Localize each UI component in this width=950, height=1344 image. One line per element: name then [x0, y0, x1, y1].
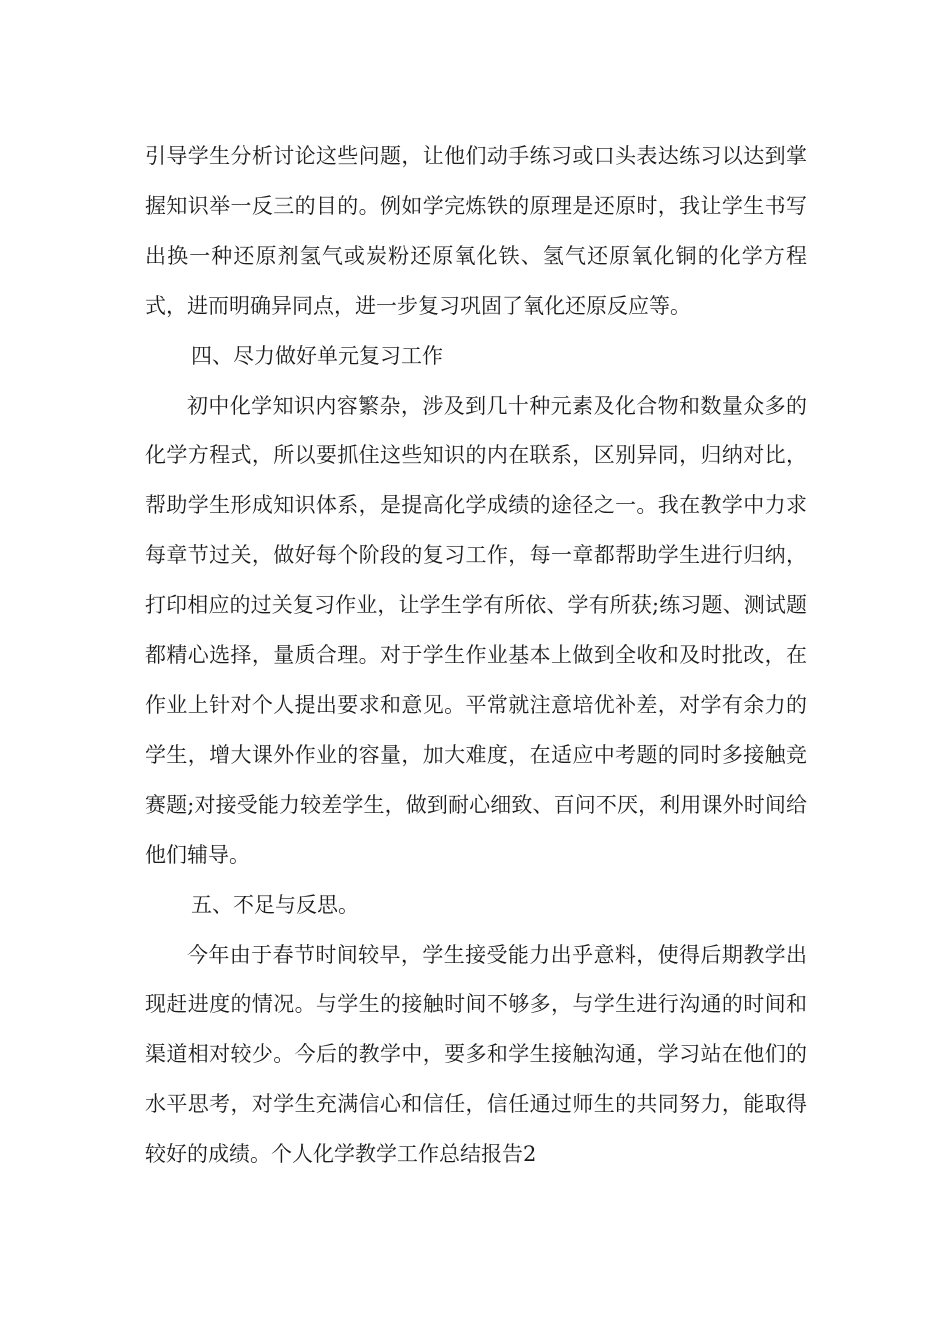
paragraph-shortcomings: 今年由于春节时间较早，学生接受能力出乎意料，使得后期教学出现赶进度的情况。与学生的接触时间不够多，与学生进行沟通的时间和渠道相对较少。今后的教学中，要多和学生接触沟通，学习站在他们的水平思考，对学生充满信心和信任，信任通过师生的共同努力，能取得较好的成绩。个人化学教学工作总结报告2 [145, 942, 807, 1167]
section-heading-shortcomings: 五、不足与反思。 [191, 892, 359, 917]
document-body [145, 132, 807, 1180]
paragraph-continued-review-method: 引导学生分析讨论这些问题，让他们动手练习或口头表达练习以达到掌握知识举一反三的目的。例如学完炼铁的原理是还原时，我让学生书写出换一种还原剂氢气或炭粉还原氧化铁、氢气还原氧化铜的化学方程式，进而明确异同点，进一步复习巩固了氧化还原反应等。 [145, 144, 807, 318]
section-heading-unit-review: 四、尽力做好单元复习工作 [191, 343, 443, 368]
paragraph-unit-review: 初中化学知识内容繁杂，涉及到几十种元素及化合物和数量众多的化学方程式，所以要抓住这些知识的内在联系，区别异同，归纳对比，帮助学生形成知识体系，是提高化学成绩的途径之一。我在教学中力求每章节过关，做好每个阶段的复习工作，每一章都帮助学生进行归纳，打印相应的过关复习作业，让学生学有所依、学有所获;练习题、测试题都精心选择，量质合理。对于学生作业基本上做到全收和及时批改，在作业上针对个人提出要求和意见。平常就注意培优补差，对学有余力的学生，增大课外作业的容量，加大难度，在适应中考题的同时多接触竞赛题;对接受能力较差学生，做到耐心细致、百问不厌，利用课外时间给他们辅导。 [145, 393, 807, 867]
